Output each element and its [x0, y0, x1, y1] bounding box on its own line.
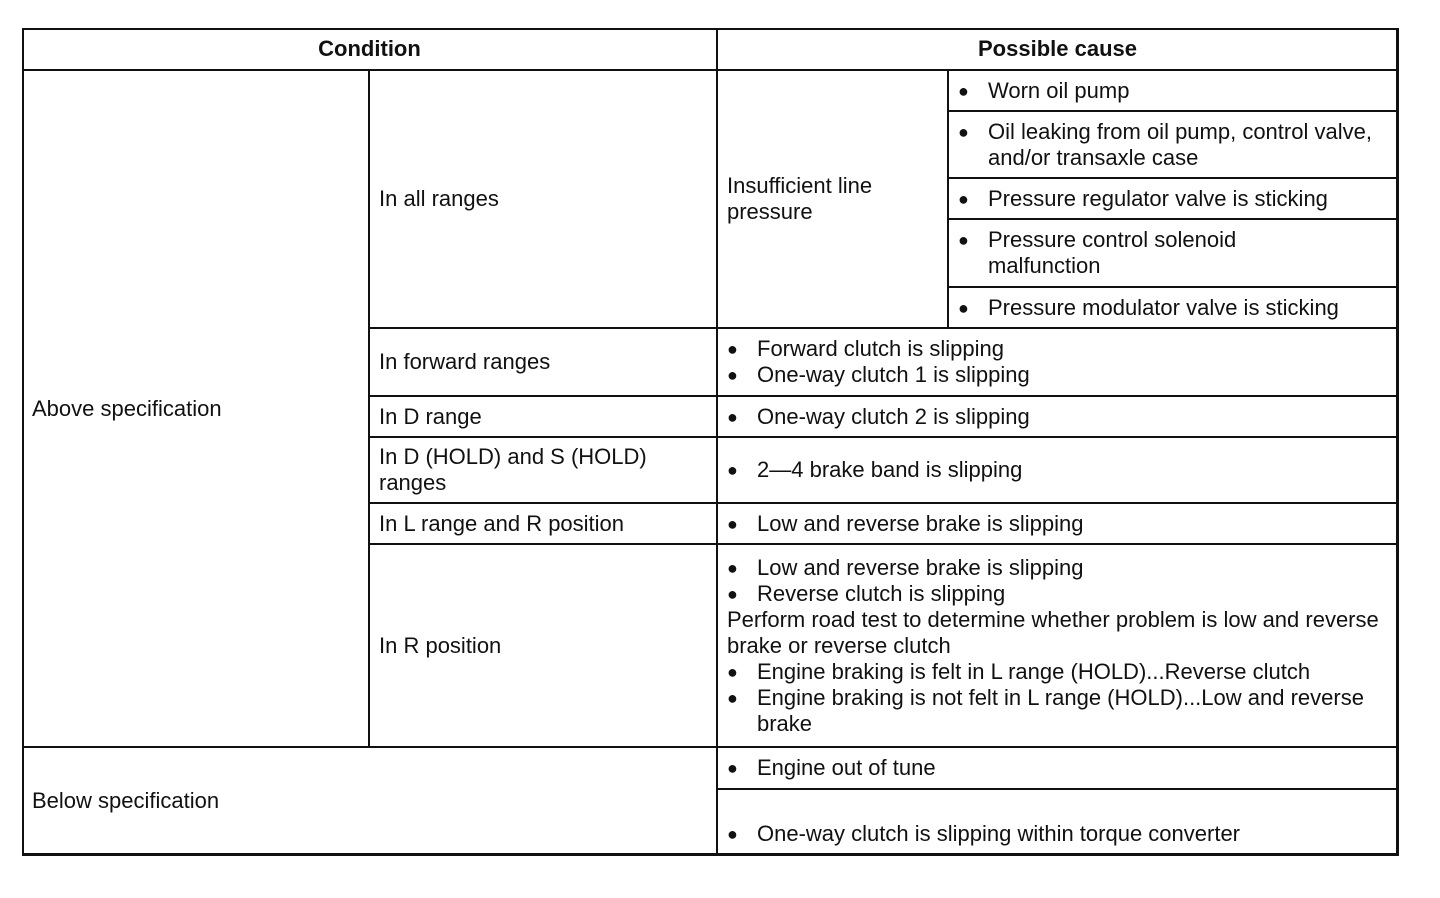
range-d-range: In D range: [379, 403, 482, 429]
bullet-icon: ●: [727, 824, 738, 844]
bullet-icon: ●: [727, 583, 738, 604]
bullet-icon: ●: [727, 661, 738, 682]
bullet-icon: ●: [727, 687, 738, 708]
cause-item: ● Pressure regulator valve is sticking: [958, 185, 1328, 211]
bullet-icon: ●: [958, 230, 969, 250]
cause-item: ● Pressure modulator valve is sticking: [958, 294, 1339, 320]
table-border-top: [22, 28, 1398, 30]
bullet-icon: ●: [727, 557, 738, 578]
row-divider: [948, 286, 1398, 288]
cause-below-2: ● One-way clutch is slipping within torque converter: [727, 821, 1241, 846]
table-border-bottom: [22, 853, 1398, 856]
col-divider: [368, 70, 370, 747]
bullet-icon: ●: [727, 339, 738, 359]
range-l-and-r: In L range and R position: [379, 510, 625, 536]
table-border-left: [22, 28, 24, 856]
cause-item: ● Worn oil pump: [958, 77, 1130, 103]
row-divider: [948, 218, 1398, 220]
cause-hold: ● 2—4 brake band is slipping: [727, 457, 1023, 482]
bullet-icon: ●: [727, 406, 738, 427]
row-divider: [369, 543, 1398, 545]
below-specification-label: Below specification: [32, 788, 220, 813]
row-divider: [717, 788, 1398, 790]
range-hold-ranges: In D (HOLD) and S (HOLD) ranges: [379, 444, 647, 495]
cause-l-and-r: ● Low and reverse brake is slipping: [727, 510, 1084, 536]
bullet-icon: ●: [958, 188, 969, 209]
row-divider: [948, 110, 1398, 112]
road-test-note: Perform road test to determine whether problem is low and reverse brake or reverse clutch: [727, 606, 1379, 658]
row-divider: [369, 436, 1398, 438]
bullet-icon: ●: [958, 80, 969, 101]
header-condition: Condition: [318, 36, 421, 61]
range-r-position: In R position: [379, 632, 502, 658]
col-divider: [947, 70, 949, 328]
header-possible-cause: Possible cause: [978, 36, 1137, 61]
bullet-icon: ●: [958, 297, 969, 318]
range-forward-ranges: In forward ranges: [379, 349, 551, 374]
row-divider: [948, 177, 1398, 179]
bullet-icon: ●: [727, 365, 738, 385]
bullet-icon: ●: [727, 460, 738, 480]
cause-r-position: ● Low and reverse brake is slipping ● Reverse clutch is slipping Perform road test to determine whether problem is low and reverse brake or reverse clutch ● Engine braking is felt in L range (HOLD)...Reverse clutch ● Engine braking is not felt in L range (HOLD)...Low and reverse brake: [727, 554, 1379, 736]
col-divider: [716, 28, 718, 856]
troubleshooting-table: [22, 28, 1398, 855]
range-all-ranges: In all ranges: [379, 186, 499, 211]
table-border-right: [1396, 28, 1399, 856]
cause-below-1: ● Engine out of tune: [727, 755, 936, 780]
row-divider: [22, 746, 1398, 748]
cause-item: ● Oil leaking from oil pump, control valve, and/or transaxle case: [958, 118, 1372, 170]
bullet-icon: ●: [727, 513, 738, 534]
cause-item: ● Pressure control solenoid malfunction: [958, 227, 1237, 278]
above-specification-label: Above specification: [32, 395, 222, 421]
row-divider: [369, 502, 1398, 504]
cause-insufficient-line-pressure: Insufficient line pressure: [727, 173, 873, 224]
bullet-icon: ●: [727, 758, 738, 778]
cause-forward: ● Forward clutch is slipping ● One-way clutch 1 is slipping: [727, 336, 1030, 387]
bullet-icon: ●: [958, 121, 969, 142]
row-divider: [22, 69, 1398, 71]
row-divider: [369, 327, 1398, 329]
row-divider: [369, 395, 1398, 397]
cause-d-range: ● One-way clutch 2 is slipping: [727, 403, 1030, 429]
